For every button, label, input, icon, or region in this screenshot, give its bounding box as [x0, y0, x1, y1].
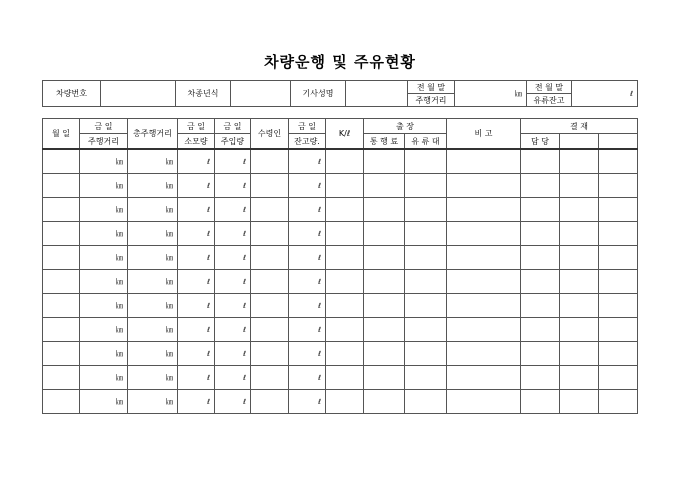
fueler-cell[interactable]	[251, 246, 289, 270]
approval-cell-1[interactable]	[521, 174, 560, 198]
efficiency-cell[interactable]	[326, 174, 364, 198]
approval-cell-3[interactable]	[599, 366, 638, 390]
approval-cell-1[interactable]	[521, 390, 560, 414]
date-cell[interactable]	[43, 342, 80, 366]
fuel-in-cell[interactable]: ℓ	[215, 246, 251, 270]
approval-cell-3[interactable]	[599, 270, 638, 294]
table-row	[43, 342, 638, 366]
today-dist-cell[interactable]: ㎞	[80, 198, 128, 222]
today-dist-cell[interactable]: ㎞	[80, 390, 128, 414]
approval-cell-3[interactable]	[599, 149, 638, 174]
header-efficiency: K/ℓ	[326, 119, 364, 150]
approval-cell-1[interactable]	[521, 222, 560, 246]
date-cell[interactable]	[43, 246, 80, 270]
balance-cell[interactable]: ℓ	[289, 222, 326, 246]
consumption-cell[interactable]: ℓ	[178, 246, 215, 270]
table-row	[43, 149, 638, 174]
today-dist-cell[interactable]: ㎞	[80, 294, 128, 318]
fueler-cell[interactable]	[251, 318, 289, 342]
table-row	[43, 366, 638, 390]
efficiency-cell[interactable]	[326, 294, 364, 318]
approval-cell-1[interactable]	[521, 294, 560, 318]
approval-cell-2[interactable]	[560, 246, 599, 270]
approval-cell-1[interactable]	[521, 198, 560, 222]
approval-cell-2[interactable]	[560, 318, 599, 342]
approval-cell-1[interactable]	[521, 246, 560, 270]
balance-cell[interactable]: ℓ	[289, 294, 326, 318]
consumption-cell[interactable]: ℓ	[178, 294, 215, 318]
total-dist-cell[interactable]: ㎞	[128, 390, 178, 414]
consumption-cell[interactable]: ℓ	[178, 318, 215, 342]
header-date: 월 일	[43, 119, 80, 150]
toll-cell[interactable]	[364, 366, 405, 390]
balance-cell[interactable]: ℓ	[289, 366, 326, 390]
total-dist-cell[interactable]: ㎞	[128, 294, 178, 318]
fuel-cost-cell[interactable]	[405, 342, 447, 366]
table-row	[43, 318, 638, 342]
approval-cell-2[interactable]	[560, 270, 599, 294]
vehicle-type-value[interactable]	[231, 81, 291, 107]
fuel-cost-cell[interactable]	[405, 174, 447, 198]
table-row	[43, 294, 638, 318]
fuel-in-cell[interactable]: ℓ	[215, 198, 251, 222]
balance-cell[interactable]: ℓ	[289, 174, 326, 198]
today-dist-cell[interactable]: ㎞	[80, 318, 128, 342]
header-total-dist: 총주행거리	[128, 119, 178, 150]
header-today-4: 금 일	[289, 119, 326, 134]
approval-cell-2[interactable]	[560, 174, 599, 198]
approval-cell-3[interactable]	[599, 174, 638, 198]
approval-cell-1[interactable]	[521, 270, 560, 294]
approval-cell-1[interactable]	[521, 366, 560, 390]
fuel-in-cell[interactable]: ℓ	[215, 390, 251, 414]
approval-cell-2[interactable]	[560, 222, 599, 246]
approval-cell-2[interactable]	[560, 366, 599, 390]
header-today-2: 금 일	[178, 119, 215, 134]
consumption-cell[interactable]: ℓ	[178, 342, 215, 366]
prev-fuel-label-2: 유류잔고	[527, 94, 572, 107]
header-approval: 결 재	[521, 119, 638, 134]
balance-cell[interactable]: ℓ	[289, 318, 326, 342]
remarks-cell[interactable]	[447, 198, 521, 222]
today-dist-cell[interactable]: ㎞	[80, 246, 128, 270]
efficiency-cell[interactable]	[326, 222, 364, 246]
prev-fuel-value[interactable]: ℓ	[572, 81, 638, 107]
date-cell[interactable]	[43, 198, 80, 222]
approval-cell-1[interactable]	[521, 342, 560, 366]
fueler-cell[interactable]	[251, 198, 289, 222]
driver-label: 기사성명	[291, 81, 346, 107]
table-row	[43, 246, 638, 270]
approval-cell-3[interactable]	[599, 342, 638, 366]
remarks-cell[interactable]	[447, 149, 521, 174]
fuel-cost-cell[interactable]	[405, 366, 447, 390]
header-today-dist: 주행거리	[80, 134, 128, 150]
today-dist-cell[interactable]: ㎞	[80, 174, 128, 198]
vehicle-type-label: 차종년식	[176, 81, 231, 107]
table-row	[43, 174, 638, 198]
header-today-fuel-in: 주입량	[215, 134, 251, 150]
total-dist-cell[interactable]: ㎞	[128, 342, 178, 366]
efficiency-cell[interactable]	[326, 198, 364, 222]
consumption-cell[interactable]: ℓ	[178, 270, 215, 294]
fueler-cell[interactable]	[251, 366, 289, 390]
fuel-in-cell[interactable]: ℓ	[215, 222, 251, 246]
fuel-cost-cell[interactable]	[405, 318, 447, 342]
toll-cell[interactable]	[364, 318, 405, 342]
today-dist-cell[interactable]: ㎞	[80, 342, 128, 366]
toll-cell[interactable]	[364, 390, 405, 414]
balance-cell[interactable]: ℓ	[289, 342, 326, 366]
header-toll: 통 행 료	[364, 134, 405, 150]
balance-cell[interactable]: ℓ	[289, 246, 326, 270]
fuel-cost-cell[interactable]	[405, 294, 447, 318]
approval-cell-1[interactable]	[521, 149, 560, 174]
approval-cell-3[interactable]	[599, 246, 638, 270]
today-dist-cell[interactable]: ㎞	[80, 270, 128, 294]
table-row	[43, 270, 638, 294]
fuel-cost-cell[interactable]	[405, 198, 447, 222]
fuel-in-cell[interactable]: ℓ	[215, 270, 251, 294]
toll-cell[interactable]	[364, 174, 405, 198]
consumption-cell[interactable]: ℓ	[178, 174, 215, 198]
fueler-cell[interactable]	[251, 149, 289, 174]
approval-cell-3[interactable]	[599, 390, 638, 414]
total-dist-cell[interactable]: ㎞	[128, 174, 178, 198]
efficiency-cell[interactable]	[326, 270, 364, 294]
consumption-cell[interactable]: ℓ	[178, 198, 215, 222]
efficiency-cell[interactable]	[326, 318, 364, 342]
consumption-cell[interactable]: ℓ	[178, 366, 215, 390]
approval-cell-2[interactable]	[560, 198, 599, 222]
toll-cell[interactable]	[364, 246, 405, 270]
vehicle-no-label: 차량번호	[43, 81, 101, 107]
header-manager: 담 당	[521, 134, 560, 150]
balance-cell[interactable]: ℓ	[289, 390, 326, 414]
balance-cell[interactable]: ℓ	[289, 149, 326, 174]
vehicle-no-value[interactable]	[101, 81, 176, 107]
fuel-in-cell[interactable]: ℓ	[215, 149, 251, 174]
remarks-cell[interactable]	[447, 222, 521, 246]
consumption-cell[interactable]: ℓ	[178, 222, 215, 246]
today-dist-cell[interactable]: ㎞	[80, 366, 128, 390]
prev-dist-value[interactable]: ㎞	[455, 81, 527, 107]
fuel-cost-cell[interactable]	[405, 149, 447, 174]
date-cell[interactable]	[43, 366, 80, 390]
table-row	[43, 198, 638, 222]
efficiency-cell[interactable]	[326, 366, 364, 390]
fuel-cost-cell[interactable]	[405, 246, 447, 270]
approval-cell-3[interactable]	[599, 294, 638, 318]
date-cell[interactable]	[43, 149, 80, 174]
approval-cell-3[interactable]	[599, 198, 638, 222]
header-today-balance: 잔고량.	[289, 134, 326, 150]
fueler-cell[interactable]	[251, 174, 289, 198]
approval-cell-2[interactable]	[560, 390, 599, 414]
fuel-cost-cell[interactable]	[405, 390, 447, 414]
balance-cell[interactable]: ℓ	[289, 270, 326, 294]
remarks-cell[interactable]	[447, 270, 521, 294]
toll-cell[interactable]	[364, 342, 405, 366]
approval-cell-2[interactable]	[560, 342, 599, 366]
fuel-in-cell[interactable]: ℓ	[215, 318, 251, 342]
balance-cell[interactable]: ℓ	[289, 198, 326, 222]
approval-cell-2[interactable]	[560, 294, 599, 318]
operation-table	[42, 118, 638, 414]
fueler-cell[interactable]	[251, 294, 289, 318]
remarks-cell[interactable]	[447, 318, 521, 342]
prev-fuel-label: 전 월 말	[527, 81, 572, 94]
fuel-in-cell[interactable]: ℓ	[215, 342, 251, 366]
consumption-cell[interactable]: ℓ	[178, 390, 215, 414]
fueler-cell[interactable]	[251, 390, 289, 414]
date-cell[interactable]	[43, 318, 80, 342]
consumption-cell[interactable]: ℓ	[178, 149, 215, 174]
fuel-cost-cell[interactable]	[405, 222, 447, 246]
remarks-cell[interactable]	[447, 174, 521, 198]
header-today-consumption: 소모량	[178, 134, 215, 150]
toll-cell[interactable]	[364, 198, 405, 222]
remarks-cell[interactable]	[447, 366, 521, 390]
prev-dist-label: 전 월 말	[408, 81, 455, 94]
approval-sign-2[interactable]	[560, 134, 599, 150]
fuel-in-cell[interactable]: ℓ	[215, 294, 251, 318]
date-cell[interactable]	[43, 222, 80, 246]
header-today-1: 금 일	[80, 119, 128, 134]
fuel-cost-cell[interactable]	[405, 270, 447, 294]
total-dist-cell[interactable]: ㎞	[128, 149, 178, 174]
toll-cell[interactable]	[364, 270, 405, 294]
efficiency-cell[interactable]	[326, 149, 364, 174]
fuel-in-cell[interactable]: ℓ	[215, 174, 251, 198]
remarks-cell[interactable]	[447, 390, 521, 414]
fueler-cell[interactable]	[251, 342, 289, 366]
efficiency-cell[interactable]	[326, 390, 364, 414]
total-dist-cell[interactable]: ㎞	[128, 198, 178, 222]
efficiency-cell[interactable]	[326, 342, 364, 366]
toll-cell[interactable]	[364, 222, 405, 246]
fueler-cell[interactable]	[251, 270, 289, 294]
header-fueler: 수령인	[251, 119, 289, 150]
page-title: 차량운행 및 주유현황	[264, 53, 416, 71]
approval-cell-2[interactable]	[560, 149, 599, 174]
header-remarks: 비 고	[447, 119, 521, 150]
fueler-cell[interactable]	[251, 222, 289, 246]
vehicle-info-table	[42, 80, 638, 107]
today-dist-cell[interactable]: ㎞	[80, 149, 128, 174]
total-dist-cell[interactable]: ㎞	[128, 318, 178, 342]
approval-sign-3[interactable]	[599, 134, 638, 150]
prev-dist-label-2: 주행거리	[408, 94, 455, 107]
toll-cell[interactable]	[364, 149, 405, 174]
today-dist-cell[interactable]: ㎞	[80, 222, 128, 246]
driver-value[interactable]	[346, 81, 408, 107]
total-dist-cell[interactable]: ㎞	[128, 246, 178, 270]
fuel-in-cell[interactable]: ℓ	[215, 366, 251, 390]
total-dist-cell[interactable]: ㎞	[128, 222, 178, 246]
approval-cell-3[interactable]	[599, 318, 638, 342]
remarks-cell[interactable]	[447, 294, 521, 318]
header-fuel-cost: 유 류 대	[405, 134, 447, 150]
toll-cell[interactable]	[364, 294, 405, 318]
approval-cell-1[interactable]	[521, 318, 560, 342]
date-cell[interactable]	[43, 390, 80, 414]
header-trip: 출 장	[364, 119, 447, 134]
approval-cell-3[interactable]	[599, 222, 638, 246]
table-row	[43, 222, 638, 246]
date-cell[interactable]	[43, 294, 80, 318]
date-cell[interactable]	[43, 174, 80, 198]
remarks-cell[interactable]	[447, 246, 521, 270]
table-row	[43, 390, 638, 414]
remarks-cell[interactable]	[447, 342, 521, 366]
efficiency-cell[interactable]	[326, 246, 364, 270]
date-cell[interactable]	[43, 270, 80, 294]
total-dist-cell[interactable]: ㎞	[128, 270, 178, 294]
header-today-3: 금 일	[215, 119, 251, 134]
total-dist-cell[interactable]: ㎞	[128, 366, 178, 390]
